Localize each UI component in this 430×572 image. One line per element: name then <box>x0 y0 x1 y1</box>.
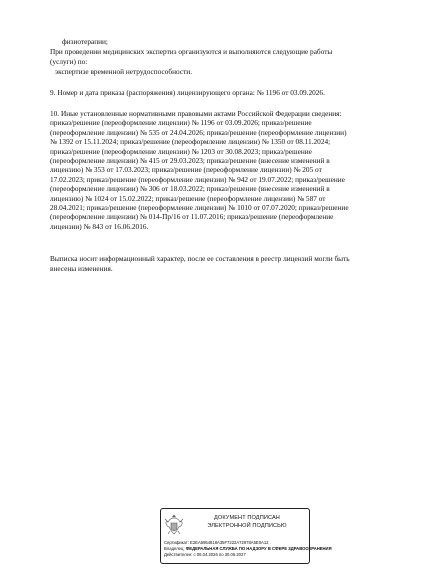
electronic-signature-stamp <box>160 508 332 564</box>
notice-line-1: Выписка носит информационный характер, после ее составления в реестр лицензий могли быть <box>50 254 350 263</box>
item-10-line: (переоформление лицензии) № 306 от 18.03.2022; приказ/решение (внесение изменений в <box>50 184 330 194</box>
item-10-line: лицензию) № 1024 от 15.02.2022; приказ/решение (переоформление лицензии) № 587 от <box>50 193 326 203</box>
stamp-validity: Действителен: с 06.04.2026 по 30.06.2027 <box>164 552 246 557</box>
item-10-line: лицензию) № 353 от 17.03.2023; приказ/решение (переоформление лицензии) № 205 от <box>50 165 322 175</box>
item-10-line: приказ/решение (переоформление лицензии) № 1203 от 30.08.2023; приказ/решение <box>50 146 312 156</box>
item-10-line: 10. Иные установленные нормативными правовыми актами Российской Федерации сведения: <box>50 109 342 118</box>
stamp-owner-name: ФЕДЕРАЛЬНАЯ СЛУЖБА ПО НАДЗОРУ В СФЕРЕ ЗДРАВООХРАНЕНИЯ <box>185 546 332 551</box>
fragment-line-3: (услуги) по: <box>50 57 88 66</box>
fragment-line-2: При проведении медицинских экспертиз организуются и выполняются следующие работы <box>50 47 333 56</box>
item-10-line: приказ/решение (переоформление лицензии) № 1196 от 03.09.2026; приказ/решение <box>50 118 312 128</box>
stamp-certificate: Сертификат: E2EA5954818A35F7222A72978A5E0A12 <box>164 540 269 545</box>
coat-of-arms-icon <box>164 513 184 537</box>
item-10-line: 17.02.2023; приказ/решение (переоформление лицензии) № 942 от 19.07.2022; приказ/решение <box>50 174 345 184</box>
stamp-owner-label: Владелец: <box>164 546 185 551</box>
fragment-line-4: экспертизе временной нетрудоспособности. <box>55 67 193 76</box>
item-10-line: (переоформление лицензии) № 415 от 29.03.2023; приказ/решение (внесение изменений в <box>50 156 330 166</box>
item-10-line: (переоформление лицензии) № 535 от 24.04.2026; приказ/решение (переоформление лицензии) <box>50 127 347 137</box>
item-10-line: № 1392 от 15.11.2024; приказ/решение (переоформление лицензии) № 1350 от 08.11.2024; <box>50 137 331 147</box>
item-9-order: 9. Номер и дата приказа (распоряжения) лицензирующего органа: № 1196 от 03.09.2026. <box>50 88 325 97</box>
item-10-line: (переоформление лицензии) № 014-Пр/16 от 11.07.2016; приказ/решение (переоформление <box>50 212 334 222</box>
stamp-owner <box>164 546 332 552</box>
item-10-other-info <box>50 109 380 231</box>
item-10-line: 28.04.2021; приказ/решение (переоформление лицензии) № 1010 от 07.07.2020; приказ/решение <box>50 203 349 213</box>
fragment-line-1: физиотерапии; <box>62 37 108 46</box>
stamp-title-line-2: ЭЛЕКТРОННОЙ ПОДПИСЬЮ <box>207 523 287 529</box>
item-10-line: лицензии) № 843 от 16.06.2016. <box>50 221 149 231</box>
stamp-title-line-1: ДОКУМЕНТ ПОДПИСАН <box>214 515 280 521</box>
notice-line-2: внесены изменения. <box>50 264 113 273</box>
